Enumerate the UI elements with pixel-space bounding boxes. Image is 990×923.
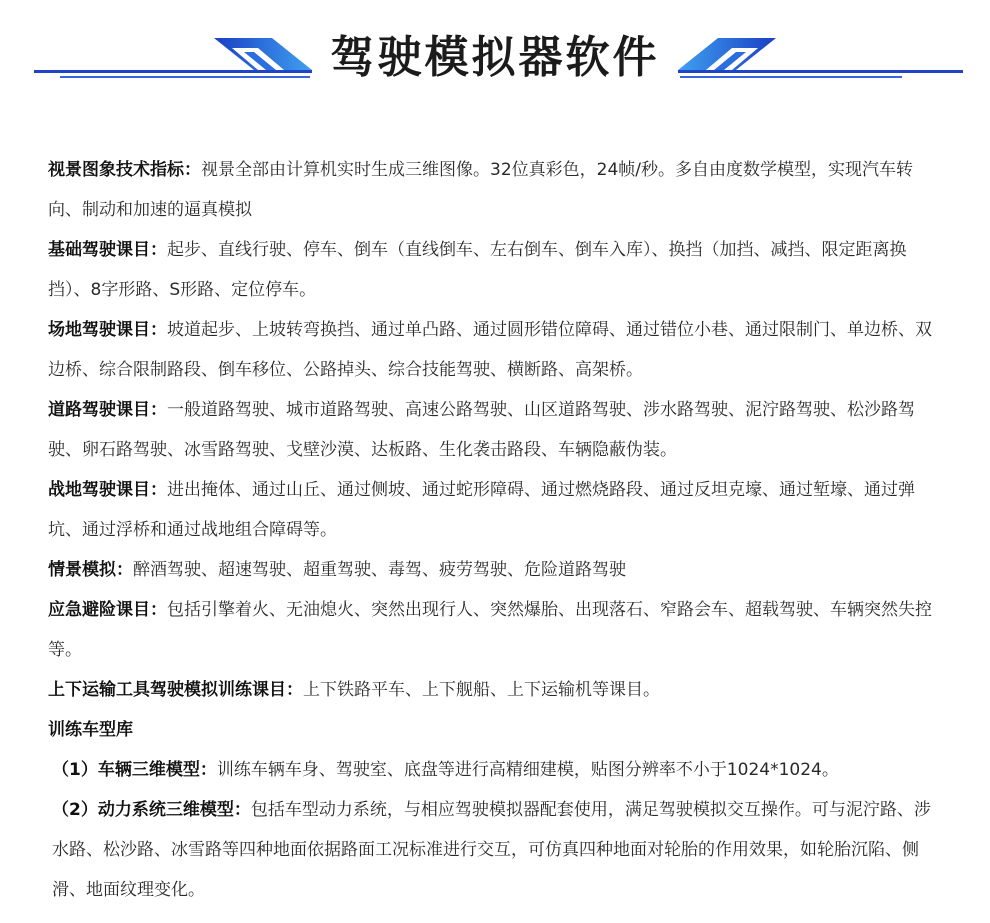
section-battlefield-driving	[48, 470, 940, 550]
section-vehicle-library	[48, 710, 940, 750]
section-label: 道路驾驶课目：	[48, 400, 167, 420]
section-powertrain-3d-model	[48, 790, 940, 910]
section-label: 应急避险课目：	[48, 600, 167, 620]
section-label: 基础驾驶课目：	[48, 240, 167, 260]
section-label: 战地驾驶课目：	[48, 480, 167, 500]
section-label: （1）车辆三维模型：	[52, 760, 217, 780]
section-transport-loading	[48, 670, 940, 710]
section-label: 情景模拟：	[48, 560, 133, 580]
header-rule-right-thin	[680, 76, 902, 78]
section-scenario-simulation	[48, 550, 940, 590]
section-text: 训练车辆车身、驾驶室、底盘等进行高精细建模，贴图分辨率不小于1024*1024。	[216, 760, 839, 780]
section-text: 坡道起步、上坡转弯换挡、通过单凸路、通过圆形错位障碍、通过错位小巷、通过限制门、单边桥、双边桥、综合限制路段、倒车移位、公路掉头、综合技能驾驶、横断路、高架桥。	[48, 320, 932, 380]
page-header	[0, 0, 990, 110]
section-label: 视景图象技术指标：	[48, 160, 201, 180]
section-visual-specs	[48, 150, 940, 230]
stripes-decoration-right	[676, 38, 776, 74]
section-text: 醉酒驾驶、超速驾驶、超重驾驶、毒驾、疲劳驾驶、危险道路驾驶	[133, 560, 626, 580]
section-label: 训练车型库	[48, 720, 133, 740]
section-label: 场地驾驶课目：	[48, 320, 167, 340]
section-emergency	[48, 590, 940, 670]
section-text: 一般道路驾驶、城市道路驾驶、高速公路驾驶、山区道路驾驶、涉水路驾驶、泥泞路驾驶、松沙路驾驶、卵石路驾驶、冰雪路驾驶、戈壁沙漠、达板路、生化袭击路段、车辆隐蔽伪装。	[48, 400, 915, 460]
section-label: （2）动力系统三维模型：	[52, 800, 251, 820]
spec-content	[48, 150, 940, 910]
section-text: 进出掩体、通过山丘、通过侧坡、通过蛇形障碍、通过燃烧路段、通过反坦克壕、通过堑壕、通过弹坑、通过浮桥和通过战地组合障碍等。	[48, 480, 915, 540]
section-text: 起步、直线行驶、停车、倒车（直线倒车、左右倒车、倒车入库）、换挡（加挡、减挡、限定距离换挡）、8字形路、S形路、定位停车。	[48, 240, 907, 300]
stripes-decoration-left	[214, 38, 314, 74]
section-label: 上下运输工具驾驶模拟训练课目：	[48, 680, 303, 700]
section-text: 上下铁路平车、上下舰船、上下运输机等课目。	[303, 680, 660, 700]
header-rule-left-thin	[60, 76, 310, 78]
section-basic-driving	[48, 230, 940, 310]
section-field-driving	[48, 310, 940, 390]
section-vehicle-3d-model	[48, 750, 940, 790]
section-text: 视景全部由计算机实时生成三维图像。32位真彩色，24帧/秒。多自由度数学模型，实现汽车转向、制动和加速的逼真模拟	[48, 160, 913, 220]
section-text: 包括车型动力系统，与相应驾驶模拟器配套使用，满足驾驶模拟交互操作。可与泥泞路、涉水路、松沙路、冰雪路等四种地面依据路面工况标准进行交互，可仿真四种地面对轮胎的作用效果，如轮胎沉陷、侧滑、地面纹理变化。	[52, 800, 931, 900]
section-text: 包括引擎着火、无油熄火、突然出现行人、突然爆胎、出现落石、窄路会车、超载驾驶、车辆突然失控等。	[48, 600, 932, 660]
page-title: 驾驶模拟器软件	[330, 32, 660, 83]
section-road-driving	[48, 390, 940, 470]
